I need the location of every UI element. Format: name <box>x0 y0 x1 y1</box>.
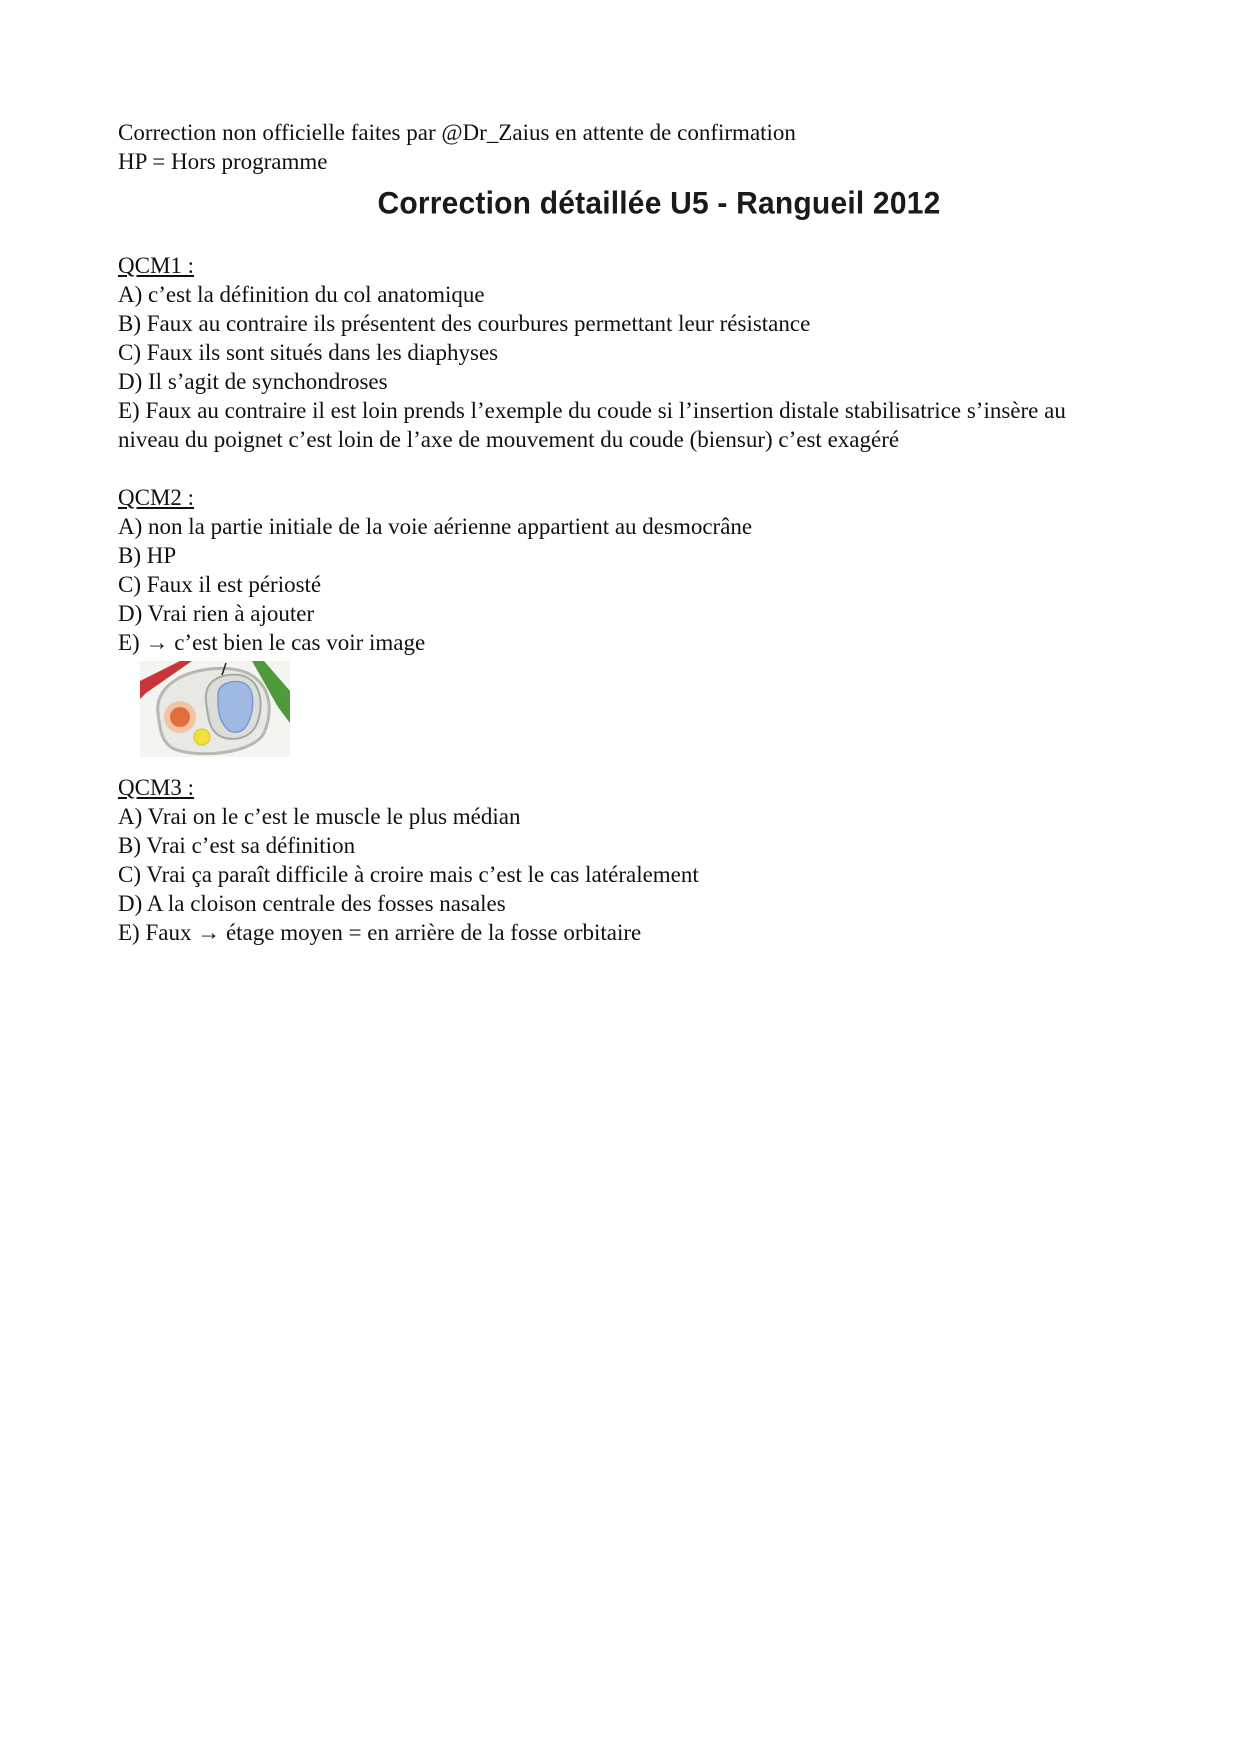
header-note: Correction non officielle faites par @Dr_Zaius en attente de confirmation <box>118 120 796 145</box>
anatomy-figure <box>140 661 290 757</box>
qcm1-answer-b: B) Faux au contraire ils présentent des courbures permettant leur résistance <box>118 311 811 336</box>
spacer <box>118 757 1128 773</box>
qcm3-heading: QCM3 : <box>118 775 195 800</box>
document-body <box>118 118 1128 947</box>
qcm3-answer-e: E) Faux → étage moyen = en arrière de la fosse orbitaire <box>118 920 642 945</box>
orange-circle-shape <box>170 707 190 727</box>
qcm2-answer-d: D) Vrai rien à ajouter <box>118 601 315 626</box>
qcm3-answer-a: A) Vrai on le c’est le muscle le plus médian <box>118 804 521 829</box>
qcm1-answer-c: C) Faux ils sont situés dans les diaphyses <box>118 340 499 365</box>
blue-structure-shape <box>218 682 253 733</box>
document-title: Correction détaillée U5 - Rangueil 2012 <box>377 186 941 221</box>
yellow-circle-shape <box>194 729 210 745</box>
anatomy-figure-svg <box>140 661 290 757</box>
qcm1-answer-e: E) Faux au contraire il est loin prends l’exemple du coude si l’insertion distale stabilisatrice s’insère au niveau du poignet c’est loin de l’axe de mouvement du coude (biensur) c’est exagéré <box>118 398 1066 452</box>
qcm3-answer-c: C) Vrai ça paraît difficile à croire mais c’est le cas latéralement <box>118 862 699 887</box>
qcm1-answer-d: D) Il s’agit de synchondroses <box>118 369 388 394</box>
header-legend: HP = Hors programme <box>118 149 328 174</box>
qcm2-heading: QCM2 : <box>118 485 195 510</box>
spacer <box>118 222 1128 251</box>
qcm2-answer-e: E) → c’est bien le cas voir image <box>118 630 426 655</box>
qcm2-answer-c: C) Faux il est périosté <box>118 572 322 597</box>
qcm2-answer-b: B) HP <box>118 543 177 568</box>
qcm1-heading: QCM1 : <box>118 253 195 278</box>
qcm1-answer-a: A) c’est la définition du col anatomique <box>118 282 485 307</box>
qcm3-answer-b: B) Vrai c’est sa définition <box>118 833 356 858</box>
qcm3-answer-d: D) A la cloison centrale des fosses nasales <box>118 891 506 916</box>
spacer <box>118 454 1128 483</box>
qcm2-answer-a: A) non la partie initiale de la voie aérienne appartient au desmocrâne <box>118 514 753 539</box>
